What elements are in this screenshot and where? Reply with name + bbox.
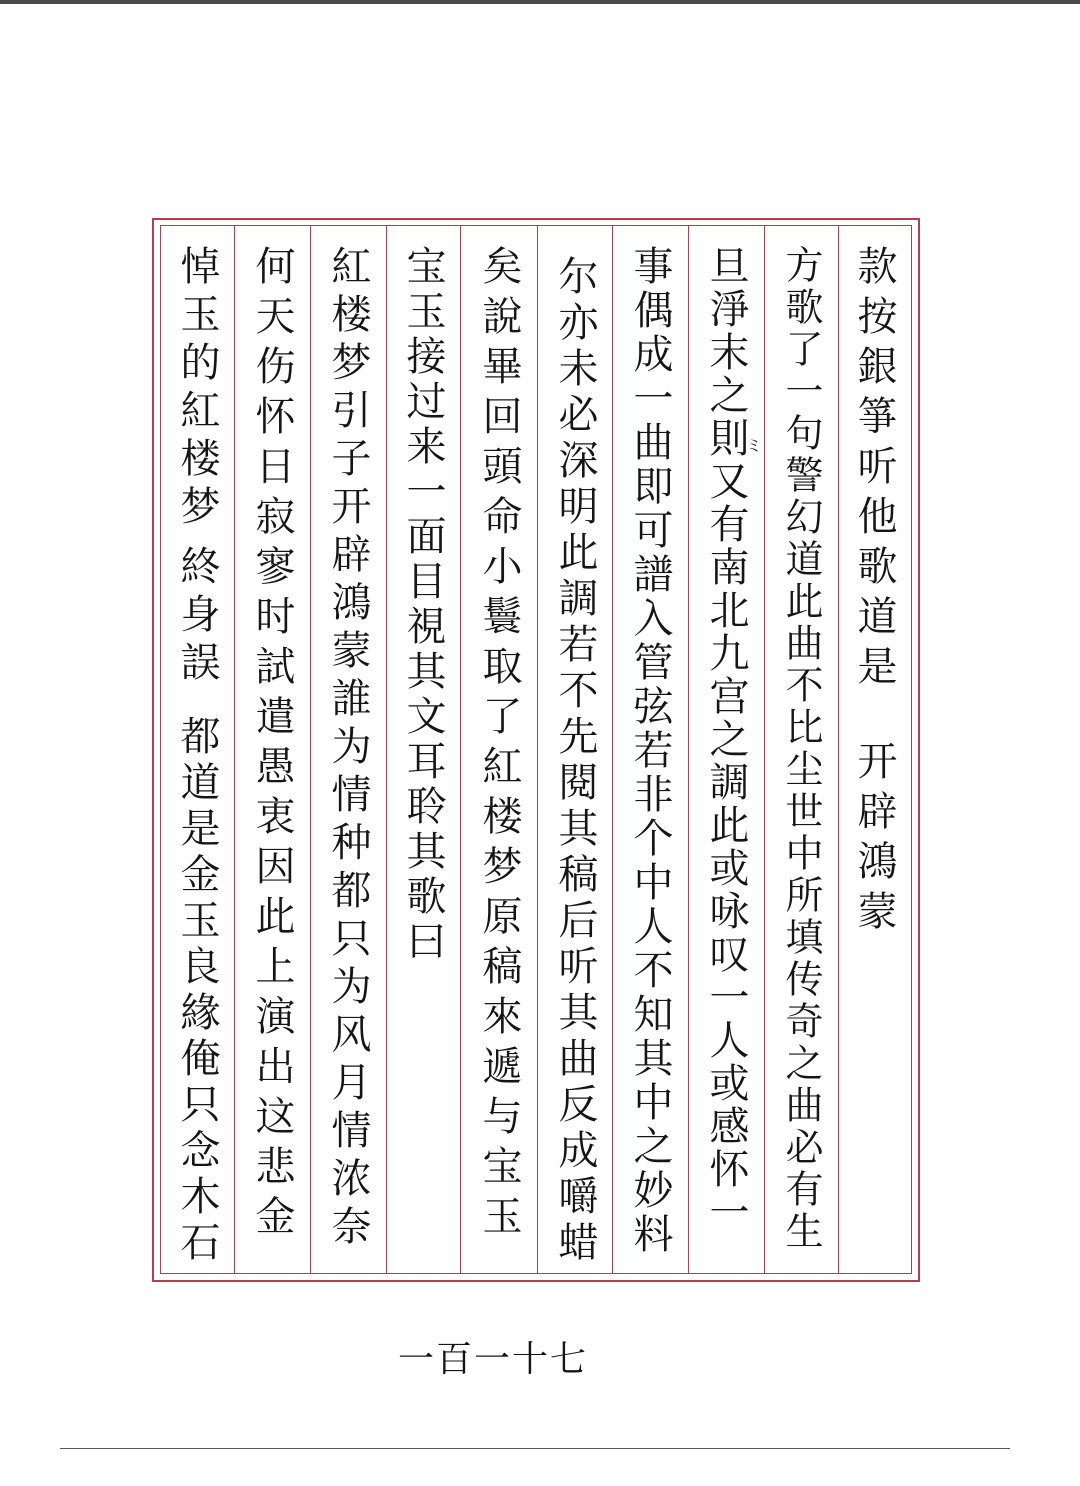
- manuscript-column-10-part-2: 終身誤: [174, 545, 220, 689]
- manuscript-column-4: 事偶成一曲即可譜入管弦若非个中人不知其中之妙料: [627, 245, 673, 1257]
- correction-mark: ミ: [746, 436, 763, 455]
- column-rule: [612, 225, 613, 1274]
- manuscript-column-7: 宝玉接过来一面目視其文耳聆其歌曰: [400, 245, 446, 965]
- manuscript-column-8: 紅楼梦引子开辟鴻蒙誰为情种都只为风月情浓奈: [325, 245, 371, 1253]
- manuscript-column-5: 尔亦未必深明此調若不先閱其稿后听其曲反成嚼蜡: [552, 255, 598, 1267]
- column-rule: [688, 225, 689, 1274]
- scan-edge-top: [0, 0, 1080, 4]
- column-rule: [764, 225, 765, 1274]
- manuscript-column-6: 矣說畢回頭命小鬟取了紅楼梦原稿來遞与宝玉: [476, 245, 522, 1245]
- column-rule: [537, 225, 538, 1274]
- manuscript-column-2: 方歌了一句警幻道此曲不比尘世中所填传奇之曲必有生: [779, 245, 823, 1253]
- manuscript-column-3: 旦淨末之則又有南北九宫之調此或咏叹一人或感怀一: [703, 245, 749, 1234]
- page-number: 一百一十七: [398, 1339, 589, 1380]
- column-rule: [838, 225, 839, 1274]
- manuscript-column-10-part-1: 悼玉的紅楼梦: [174, 245, 220, 533]
- column-rule: [310, 225, 311, 1274]
- column-rule: [460, 225, 461, 1274]
- column-rule: [234, 225, 235, 1274]
- column-rule: [386, 225, 387, 1274]
- manuscript-column-9: 何天伤怀日寂寥时試遣愚衷因此上演出这悲金: [249, 245, 295, 1245]
- manuscript-column-1-part-2: 开辟鴻蒙: [851, 740, 897, 940]
- manuscript-column-1-part-1: 款按銀箏听他歌道是: [851, 245, 897, 695]
- bottom-rule: [60, 1448, 1010, 1449]
- manuscript-column-10-part-3: 都道是金玉良緣俺只念木石: [174, 715, 220, 1267]
